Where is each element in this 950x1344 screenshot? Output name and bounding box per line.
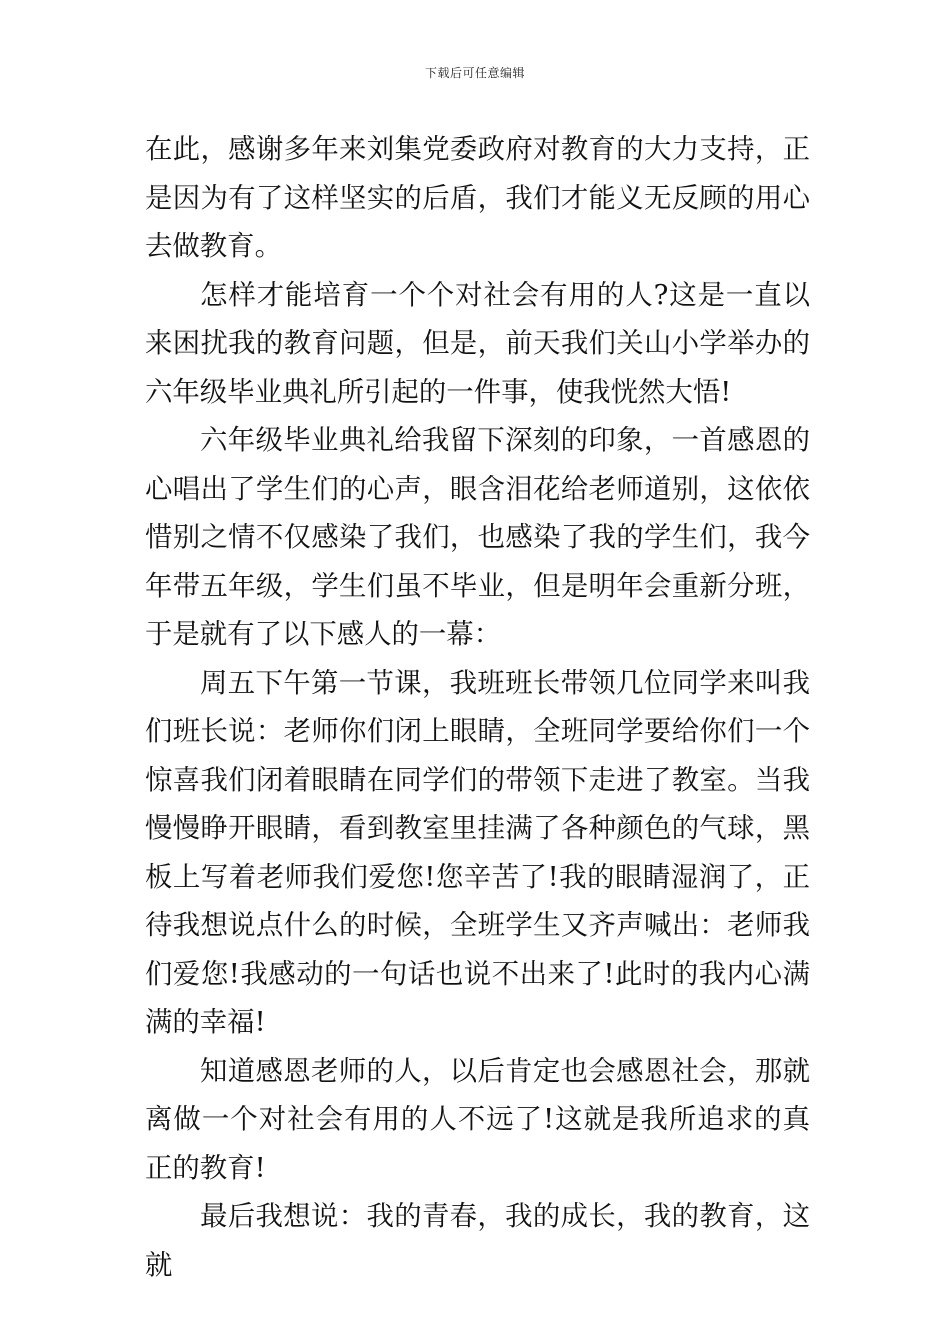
paragraph-question: 怎样才能培育一个个对社会有用的人?这是一直以来困扰我的教育问题，但是，前天我们关山小学举办的六年级毕业典礼所引起的一件事，使我恍然大悟!: [145, 279, 810, 408]
page-header: 下载后可任意编辑: [424, 66, 525, 80]
paragraph-friday: 周五下午第一节课，我班班长带领几位同学来叫我们班长说：老师你们闭上眼睛，全班同学要给你们一个惊喜我们闭着眼睛在同学们的带领下走进了教室。当我慢慢睁开眼睛，看到教室里挂满了各种颜色的气球，黑板上写着老师我们爱您!您辛苦了!我的眼睛湿润了，正待我想说点什么的时候，全班学生又齐声喊出：老师我们爱您!我感动的一句话也说不出来了!此时的我内心满满的幸福!: [145, 667, 810, 1038]
paragraph-gratitude: 知道感恩老师的人，以后肯定也会感恩社会，那就离做一个对社会有用的人不远了!这就是我所追求的真正的教育!: [145, 1055, 810, 1184]
document-body: [145, 126, 810, 1290]
paragraph-closing: 最后我想说：我的青春，我的成长，我的教育，这就: [145, 1201, 810, 1281]
paragraph-graduation: 六年级毕业典礼给我留下深刻的印象，一首感恩的心唱出了学生们的心声，眼含泪花给老师道别，这依依惜别之情不仅感染了我们，也感染了我的学生们，我今年带五年级，学生们虽不毕业，但是明年会重新分班，于是就有了以下感人的一幕：: [145, 425, 810, 650]
paragraph-thanks: 在此，感谢多年来刘集党委政府对教育的大力支持，正是因为有了这样坚实的后盾，我们才能义无反顾的用心去做教育。: [145, 134, 810, 262]
